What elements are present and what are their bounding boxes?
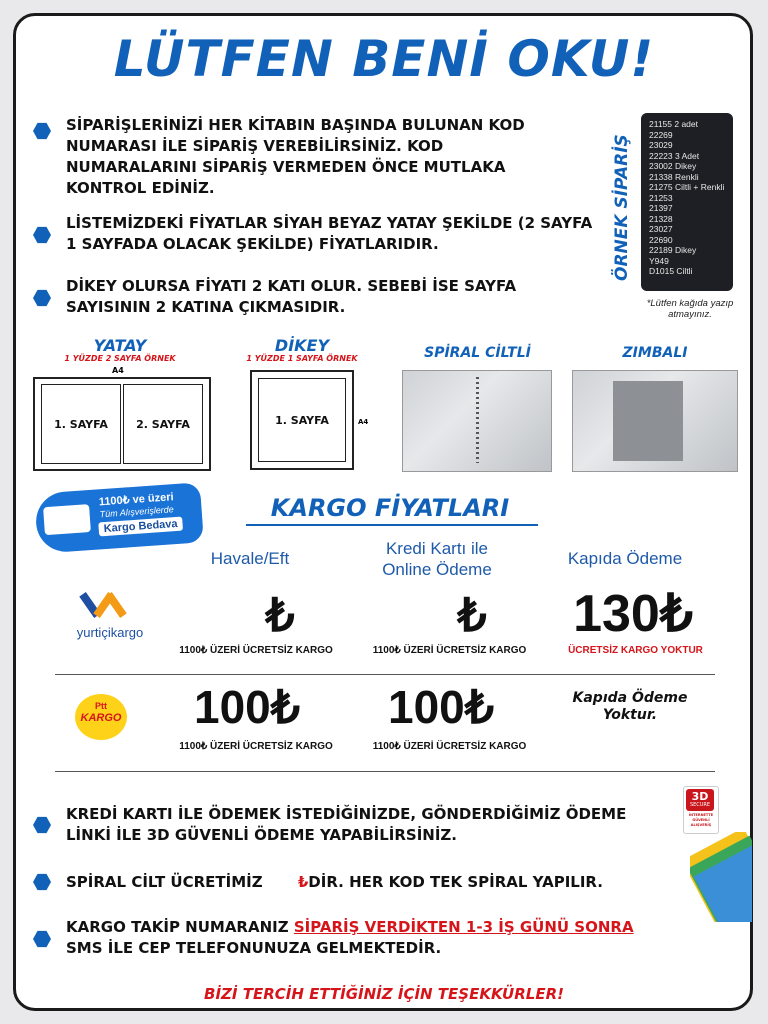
yatay-paper-label: A4 — [112, 366, 124, 375]
order-example-line: D1015 Ciltli — [649, 266, 693, 276]
order-example-lines — [649, 119, 725, 277]
order-example-line: 21328 — [649, 213, 673, 224]
intro-bullet-3: DİKEY OLURSA FİYATI 2 KATI OLUR. SEBEBİ İSE SAYFA SAYISININ 2 KATINA ÇIKMASIDIR. — [66, 277, 517, 316]
method-credit-card: Kredi Kartı ile Online Ödeme — [382, 539, 492, 579]
ptt-cod-note: Kapıda Ödeme Yoktur. — [572, 690, 688, 723]
dikey-title: DİKEY — [274, 336, 330, 355]
3d-secure-badge — [683, 786, 719, 834]
yurtici-logo-text: yurtiçikargo — [76, 625, 144, 640]
zimbali-title: ZIMBALI — [622, 345, 688, 361]
ptt-logo-small: Ptt — [95, 701, 107, 711]
shipping-title-underline — [246, 524, 538, 526]
bottom-bullet-1: KREDİ KARTI İLE ÖDEMEK İSTEDİĞİNİZDE, GÖNDERDİĞİMİZ ÖDEME LİNKİ İLE 3D GÜVENLİ ÖDEME YAPABİLİRSİNİZ. — [66, 805, 627, 844]
bottom-bullet-2-currency: ₺ — [297, 873, 309, 891]
intro-bullet-2: LİSTEMİZDEKİ FİYATLAR SİYAH BEYAZ YATAY ŞEKİLDE (2 SAYFA 1 SAYFADA OLACAK ŞEKİLDE) FİYATLARIDIR. — [66, 214, 593, 253]
free-shipping-badge — [34, 482, 204, 553]
order-example-label: ÖRNEK SİPARİŞ — [612, 134, 632, 282]
order-example-line: 23029 — [649, 140, 673, 150]
ptt-price-havale: 100₺ — [193, 681, 300, 733]
yatay-subtitle: 1 YÜZDE 2 SAYFA ÖRNEK — [64, 354, 176, 363]
yatay-title: YATAY — [93, 336, 147, 355]
page-title: LÜTFEN BENİ OKU! — [113, 30, 655, 88]
badge-line-3: Kargo Bedava — [98, 517, 183, 537]
ptt-logo — [75, 694, 127, 740]
badge-line-2: Tüm Alışverişlerde — [99, 504, 175, 520]
truck-icon — [43, 504, 91, 535]
yurtici-note-havale: 1100₺ ÜZERİ ÜCRETSİZ KARGO — [179, 645, 333, 656]
order-example-note: *Lütfen kağıda yazıp atmayınız. — [646, 298, 734, 320]
yurtici-logo-mark — [80, 588, 135, 622]
yatay-page-2: 2. SAYFA — [123, 384, 203, 464]
yurtici-note-cod: ÜCRETSİZ KARGO YOKTUR — [568, 645, 703, 656]
3d-secure-line-1: 3D — [691, 790, 709, 803]
spiral-photo — [402, 370, 552, 472]
badge-line-1: 1100₺ ve üzeri — [98, 491, 174, 509]
method-cod: Kapıda Ödeme — [567, 549, 683, 568]
ptt-logo-text: KARGO — [80, 712, 122, 724]
order-example-line: 21253 — [649, 192, 673, 203]
method-havale: Havale/Eft — [210, 549, 290, 568]
bottom-bullet-2 — [66, 872, 686, 893]
order-example-line: 21397 — [649, 203, 673, 213]
yurtici-price-cod: 130₺ — [573, 585, 693, 643]
ptt-note-card: 1100₺ ÜZERİ ÜCRETSİZ KARGO — [372, 741, 527, 752]
order-example-line: 22189 Dikey — [649, 245, 697, 255]
order-example-line: 22269 — [649, 129, 673, 140]
order-example-box — [641, 113, 733, 291]
3d-secure-line-3: İNTERNETTE GÜVENLİ ALIŞVERİŞ — [688, 813, 714, 827]
spiral-folders-image — [690, 832, 752, 922]
order-example-line: 21338 Renkli — [649, 171, 699, 182]
dikey-page-1: 1. SAYFA — [258, 378, 346, 462]
bottom-bullet-2-part-b: DİR. HER KOD TEK SPİRAL YAPILIR. — [308, 873, 603, 891]
bottom-bullet-3-part-a: KARGO TAKİP NUMARANIZ — [66, 918, 294, 936]
row-divider — [55, 674, 715, 675]
yurtici-price-card: ₺ — [457, 589, 487, 641]
yatay-page-1: 1. SAYFA — [41, 384, 121, 464]
order-example-line: 22223 3 Adet — [649, 150, 700, 161]
bottom-bullet-3-part-b: SMS İLE CEP TELEFONUNUZA GELMEKTEDİR. — [66, 939, 442, 957]
zimbali-photo — [572, 370, 738, 472]
3d-secure-line-2: SECURE — [689, 802, 711, 808]
row-divider — [55, 771, 715, 772]
spiral-title: SPİRAL CİLTLİ — [424, 345, 531, 361]
order-example-line: Y949 — [649, 255, 669, 266]
order-example-line: 21275 Ciltli + Renkli — [649, 182, 725, 192]
dikey-sheet — [250, 370, 354, 470]
yurtici-note-card: 1100₺ ÜZERİ ÜCRETSİZ KARGO — [372, 645, 527, 656]
yurtici-price-havale: ₺ — [265, 589, 295, 641]
yatay-sheet — [33, 377, 211, 471]
dikey-paper-label: A4 — [358, 418, 369, 426]
dikey-subtitle: 1 YÜZDE 1 SAYFA ÖRNEK — [246, 354, 358, 363]
zimbali-cover — [613, 381, 683, 461]
bottom-bullet-3 — [66, 917, 666, 959]
order-example-line: 22690 — [649, 234, 673, 245]
bottom-bullet-3-highlight: SİPARİŞ VERDİKTEN 1-3 İŞ GÜNÜ SONRA — [293, 918, 634, 936]
order-example-line: 21155 2 adet — [649, 119, 698, 129]
thank-you-text: BİZİ TERCİH ETTİĞİNİZ İÇİN TEŞEKKÜRLER! — [204, 985, 564, 1003]
spiral-binding — [476, 377, 479, 463]
ptt-note-havale: 1100₺ ÜZERİ ÜCRETSİZ KARGO — [179, 741, 333, 752]
bottom-bullet-2-part-a: SPİRAL CİLT ÜCRETİMİZ — [66, 873, 263, 891]
intro-bullet-1: SİPARİŞLERİNİZİ HER KİTABIN BAŞINDA BULUNAN KOD NUMARASI İLE SİPARİŞ VEREBİLİRSİNİZ. KOD NUMARALARINI SİPARİŞ VERMEDEN ÖNCE MUTLAKA KONTROL EDİNİZ. — [66, 116, 525, 197]
order-example-line: 23002 Dikey — [649, 161, 697, 171]
order-example-line: 23027 — [649, 224, 673, 234]
ptt-price-card: 100₺ — [387, 681, 494, 733]
shipping-title: KARGO FİYATLARI — [270, 494, 510, 522]
